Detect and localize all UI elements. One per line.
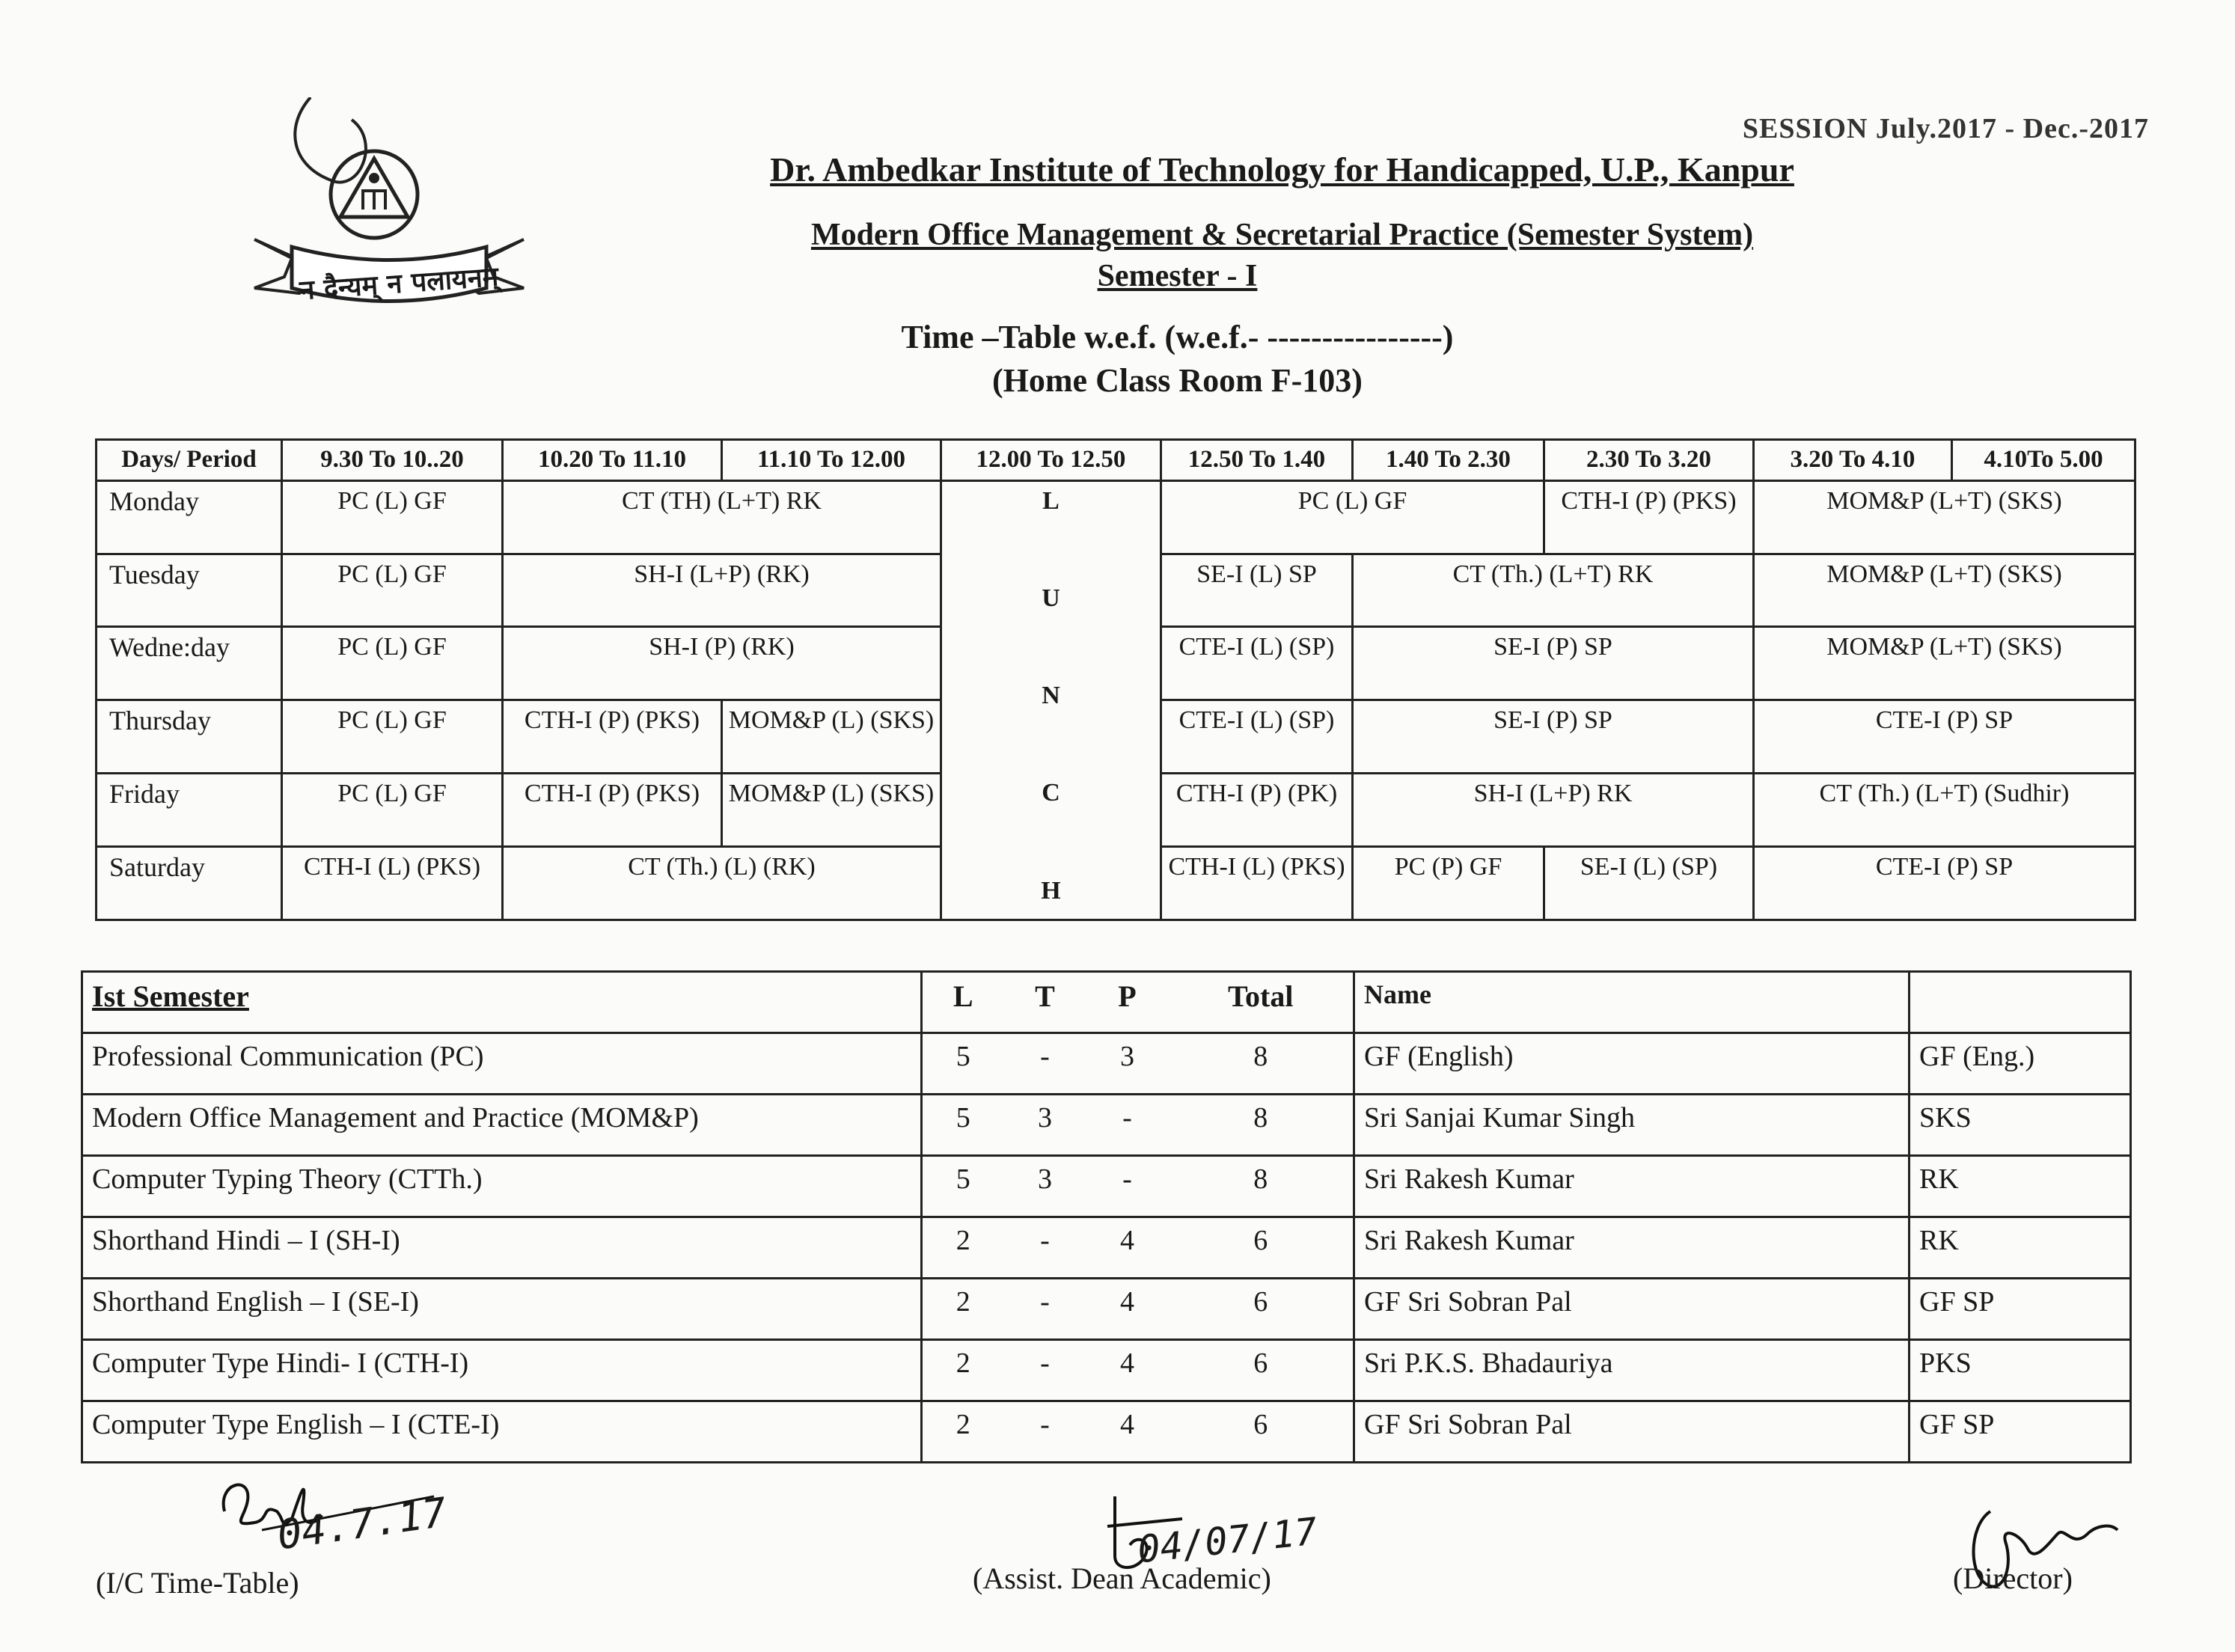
subject-p: 4 xyxy=(1086,1279,1169,1340)
subjects-header-l: L xyxy=(922,972,1004,1033)
cell-friday-p2: CTH-I (P) (PKS) xyxy=(503,774,722,847)
ic-timetable-label: (I/C Time-Table) xyxy=(96,1566,299,1600)
subject-t: 3 xyxy=(1004,1156,1086,1217)
col-header-period-1: 9.30 To 10..20 xyxy=(282,440,503,481)
subjects-table xyxy=(81,970,2132,1463)
assist-dean-label: (Assist. Dean Academic) xyxy=(973,1561,1271,1595)
teacher-name: GF Sri Sobran Pal xyxy=(1354,1401,1910,1463)
cell-wednesday-p5: CTE-I (L) (SP) xyxy=(1161,627,1353,700)
cell-tuesday-p1: PC (L) GF xyxy=(282,554,503,627)
teacher-name: Sri Sanjai Kumar Singh xyxy=(1354,1095,1910,1156)
cell-monday-p7: CTH-I (P) (PKS) xyxy=(1544,480,1754,554)
subject-name: Computer Type Hindi- I (CTH-I) xyxy=(82,1340,922,1401)
table-row xyxy=(82,1095,2131,1156)
subjects-header-title xyxy=(82,972,922,1033)
subject-p: 4 xyxy=(1086,1217,1169,1279)
subject-name: Professional Communication (PC) xyxy=(82,1033,922,1095)
teacher-name: Sri P.K.S. Bhadauriya xyxy=(1354,1340,1910,1401)
lunch-letter-h: H xyxy=(1041,876,1061,905)
lunch-letter-l: L xyxy=(1042,486,1060,515)
teacher-name: GF (English) xyxy=(1354,1033,1910,1095)
subject-p: 4 xyxy=(1086,1401,1169,1463)
institute-title: Dr. Ambedkar Institute of Technology for Handicapped, U.P., Kanpur xyxy=(770,150,1794,189)
timetable-header-row xyxy=(97,440,2135,481)
table-row xyxy=(82,1217,2131,1279)
subject-name: Modern Office Management and Practice (MOM&P) xyxy=(82,1095,922,1156)
cell-thursday-p2: CTH-I (P) (PKS) xyxy=(503,700,722,774)
timetable-title: Time –Table w.e.f. (w.e.f.- ----------------) xyxy=(901,319,1454,355)
cell-tuesday-p6-7: CT (Th.) (L+T) RK xyxy=(1353,554,1754,627)
teacher-code: SKS xyxy=(1910,1095,2131,1156)
col-header-period-8: 3.20 To 4.10 xyxy=(1754,440,1952,481)
semester-title: Semester - I xyxy=(1097,259,1258,293)
lunch-letter-u: U xyxy=(1042,584,1060,612)
day-wednesday: Wedne:day xyxy=(97,627,282,700)
col-header-period-4: 12.00 To 12.50 xyxy=(941,440,1161,481)
subject-l: 2 xyxy=(922,1401,1004,1463)
cell-tuesday-p2-3: SH-I (L+P) (RK) xyxy=(503,554,941,627)
subject-l: 2 xyxy=(922,1279,1004,1340)
subjects-header-t: T xyxy=(1004,972,1086,1033)
subject-t: - xyxy=(1004,1279,1086,1340)
cell-monday-p5-6: PC (L) GF xyxy=(1161,480,1544,554)
subjects-header-total: Total xyxy=(1169,972,1354,1033)
subject-total: 8 xyxy=(1169,1095,1354,1156)
day-thursday: Thursday xyxy=(97,700,282,774)
dean-signature-date: 04/07/17 xyxy=(1135,1509,1320,1572)
teacher-code: PKS xyxy=(1910,1340,2131,1401)
teacher-code: RK xyxy=(1910,1217,2131,1279)
cell-wednesday-p8-9: MOM&P (L+T) (SKS) xyxy=(1754,627,2135,700)
subjects-title-text: Ist Semester xyxy=(92,979,249,1013)
lunch-column xyxy=(941,480,1161,920)
subject-total: 6 xyxy=(1169,1279,1354,1340)
home-classroom: (Home Class Room F-103) xyxy=(992,362,1363,399)
subject-total: 8 xyxy=(1169,1033,1354,1095)
session-label: SESSION July.2017 - Dec.-2017 xyxy=(1742,113,2149,144)
day-friday: Friday xyxy=(97,774,282,847)
subject-p: - xyxy=(1086,1095,1169,1156)
logo-motto: न दैन्यम् न पलायनम् xyxy=(299,261,500,307)
subject-l: 2 xyxy=(922,1340,1004,1401)
day-tuesday: Tuesday xyxy=(97,554,282,627)
subject-p: 3 xyxy=(1086,1033,1169,1095)
subject-name: Computer Type English – I (CTE-I) xyxy=(82,1401,922,1463)
cell-monday-p1: PC (L) GF xyxy=(282,480,503,554)
table-row xyxy=(82,1156,2131,1217)
subject-name: Shorthand English – I (SE-I) xyxy=(82,1279,922,1340)
subject-name: Shorthand Hindi – I (SH-I) xyxy=(82,1217,922,1279)
col-header-days: Days/ Period xyxy=(97,440,282,481)
subject-t: - xyxy=(1004,1033,1086,1095)
col-header-period-6: 1.40 To 2.30 xyxy=(1353,440,1544,481)
subject-t: 3 xyxy=(1004,1095,1086,1156)
cell-friday-p1: PC (L) GF xyxy=(282,774,503,847)
teacher-name: GF Sri Sobran Pal xyxy=(1354,1279,1910,1340)
cell-thursday-p8-9: CTE-I (P) SP xyxy=(1754,700,2135,774)
subject-l: 2 xyxy=(922,1217,1004,1279)
cell-thursday-p3: MOM&P (L) (SKS) xyxy=(722,700,941,774)
cell-wednesday-p1: PC (L) GF xyxy=(282,627,503,700)
timetable-grid xyxy=(95,438,2136,921)
cell-tuesday-p5: SE-I (L) SP xyxy=(1161,554,1353,627)
teacher-code: GF (Eng.) xyxy=(1910,1033,2131,1095)
subject-t: - xyxy=(1004,1217,1086,1279)
cell-tuesday-p8-9: MOM&P (L+T) (SKS) xyxy=(1754,554,2135,627)
subject-l: 5 xyxy=(922,1156,1004,1217)
ic-signature-date: 04.7.17 xyxy=(274,1488,450,1559)
teacher-code: GF SP xyxy=(1910,1401,2131,1463)
cell-saturday-p6: PC (P) GF xyxy=(1353,847,1544,920)
row-monday xyxy=(97,480,2135,554)
subjects-header-name: Name xyxy=(1354,972,1910,1033)
cell-thursday-p1: PC (L) GF xyxy=(282,700,503,774)
day-monday: Monday xyxy=(97,480,282,554)
subject-total: 6 xyxy=(1169,1340,1354,1401)
col-header-period-9: 4.10To 5.00 xyxy=(1952,440,2135,481)
table-row xyxy=(82,1033,2131,1095)
cell-saturday-p2-3: CT (Th.) (L) (RK) xyxy=(503,847,941,920)
director-label: (Director) xyxy=(1953,1561,2073,1595)
table-row xyxy=(82,1340,2131,1401)
teacher-code: GF SP xyxy=(1910,1279,2131,1340)
col-header-period-3: 11.10 To 12.00 xyxy=(722,440,941,481)
cell-monday-p2-3: CT (TH) (L+T) RK xyxy=(503,480,941,554)
table-row xyxy=(82,1401,2131,1463)
table-row xyxy=(82,1279,2131,1340)
cell-friday-p8-9: CT (Th.) (L+T) (Sudhir) xyxy=(1754,774,2135,847)
teacher-name: Sri Rakesh Kumar xyxy=(1354,1217,1910,1279)
cell-saturday-p7: SE-I (L) (SP) xyxy=(1544,847,1754,920)
teacher-name: Sri Rakesh Kumar xyxy=(1354,1156,1910,1217)
cell-friday-p6-7: SH-I (L+P) RK xyxy=(1353,774,1754,847)
subject-l: 5 xyxy=(922,1095,1004,1156)
course-title: Modern Office Management & Secretarial Practice (Semester System) xyxy=(810,218,1754,252)
subject-total: 8 xyxy=(1169,1156,1354,1217)
cell-saturday-p1: CTH-I (L) (PKS) xyxy=(282,847,503,920)
cell-wednesday-p2-3: SH-I (P) (RK) xyxy=(503,627,941,700)
cell-saturday-p5: CTH-I (L) (PKS) xyxy=(1161,847,1353,920)
subjects-header-code xyxy=(1910,972,2131,1033)
col-header-period-7: 2.30 To 3.20 xyxy=(1544,440,1754,481)
subject-total: 6 xyxy=(1169,1217,1354,1279)
cell-monday-p8-9: MOM&P (L+T) (SKS) xyxy=(1754,480,2135,554)
cell-wednesday-p6-7: SE-I (P) SP xyxy=(1353,627,1754,700)
subject-t: - xyxy=(1004,1340,1086,1401)
lunch-letter-c: C xyxy=(1042,779,1060,807)
subject-l: 5 xyxy=(922,1033,1004,1095)
cell-thursday-p5: CTE-I (L) (SP) xyxy=(1161,700,1353,774)
subject-t: - xyxy=(1004,1401,1086,1463)
subjects-header-p: P xyxy=(1086,972,1169,1033)
teacher-code: RK xyxy=(1910,1156,2131,1217)
col-header-period-2: 10.20 To 11.10 xyxy=(503,440,722,481)
subject-p: - xyxy=(1086,1156,1169,1217)
cell-friday-p3: MOM&P (L) (SKS) xyxy=(722,774,941,847)
lunch-letter-n: N xyxy=(1042,682,1060,710)
cell-friday-p5: CTH-I (P) (PK) xyxy=(1161,774,1353,847)
day-saturday: Saturday xyxy=(97,847,282,920)
subject-total: 6 xyxy=(1169,1401,1354,1463)
col-header-period-5: 12.50 To 1.40 xyxy=(1161,440,1353,481)
subject-name: Computer Typing Theory (CTTh.) xyxy=(82,1156,922,1217)
subjects-header-row xyxy=(82,972,2131,1033)
cell-thursday-p6-7: SE-I (P) SP xyxy=(1353,700,1754,774)
cell-saturday-p8-9: CTE-I (P) SP xyxy=(1754,847,2135,920)
subject-p: 4 xyxy=(1086,1340,1169,1401)
